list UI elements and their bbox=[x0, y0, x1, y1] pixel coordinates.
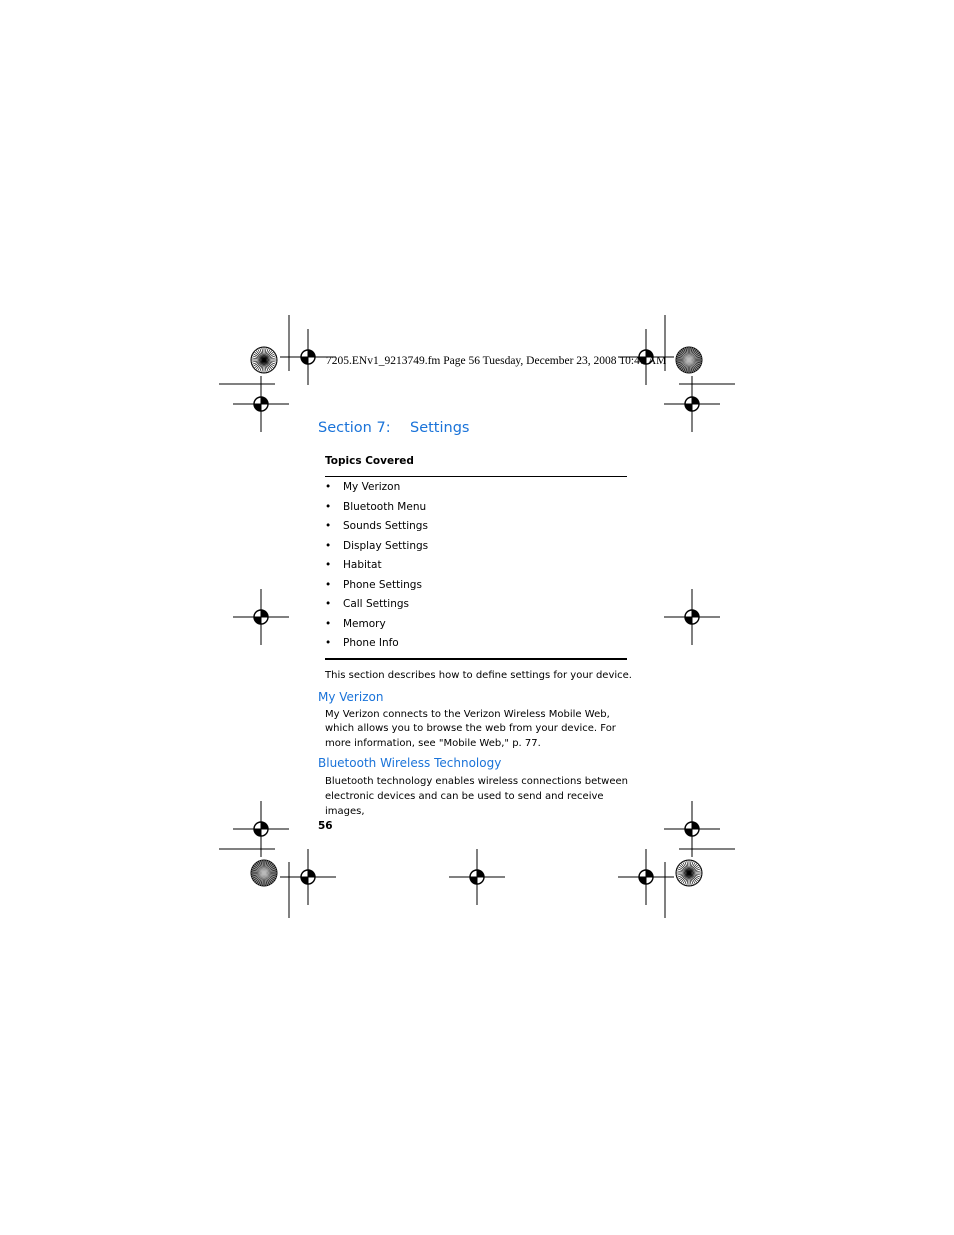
starburst-mark-icon bbox=[676, 347, 702, 373]
bullet-icon: • bbox=[325, 520, 332, 532]
file-header-slug: 7205.ENv1_9213749.fm Page 56 Tuesday, December 23, 2008 10:47 AM bbox=[326, 355, 667, 367]
list-item: • My Verizon bbox=[325, 478, 428, 498]
my-verizon-heading: My Verizon bbox=[318, 690, 384, 704]
registration-target-icon bbox=[233, 589, 289, 645]
starburst-mark-icon bbox=[251, 347, 277, 373]
bluetooth-paragraph: Bluetooth technology enables wireless connections between electronic devices and can be used to send and receive images, bbox=[325, 776, 628, 817]
bullet-icon: • bbox=[325, 559, 332, 571]
registration-target-icon bbox=[280, 849, 336, 905]
registration-target-icon bbox=[618, 849, 674, 905]
list-item: • Bluetooth Menu bbox=[325, 498, 428, 518]
starburst-mark-icon bbox=[676, 860, 702, 886]
list-item: • Display Settings bbox=[325, 537, 428, 557]
bullet-icon: • bbox=[325, 637, 332, 649]
list-item: • Memory bbox=[325, 615, 428, 635]
bullet-icon: • bbox=[325, 598, 332, 610]
registration-target-icon bbox=[449, 849, 505, 905]
registration-target-icon bbox=[664, 589, 720, 645]
section-title: Settings bbox=[410, 420, 470, 436]
topics-top-rule bbox=[325, 476, 627, 477]
bullet-icon: • bbox=[325, 578, 332, 591]
topics-bottom-rule bbox=[325, 658, 627, 660]
my-verizon-paragraph: My Verizon connects to the Verizon Wireless Mobile Web, which allows you to browse the web from your device. For more information, see "Mobile Web," p. 77. bbox=[325, 709, 616, 749]
topics-covered-label: Topics Covered bbox=[325, 455, 414, 467]
starburst-mark-icon bbox=[251, 860, 277, 886]
list-item: • Phone Info bbox=[325, 634, 428, 654]
topics-list bbox=[325, 478, 428, 654]
list-item: • Call Settings bbox=[325, 595, 428, 615]
section-heading bbox=[318, 420, 469, 436]
bluetooth-heading: Bluetooth Wireless Technology bbox=[318, 756, 502, 770]
page-number: 56 bbox=[318, 820, 333, 832]
bullet-icon: • bbox=[325, 617, 332, 630]
bullet-icon: • bbox=[325, 481, 332, 493]
bullet-icon: • bbox=[325, 539, 332, 552]
section-number: Section 7: bbox=[318, 420, 391, 436]
list-item: • Habitat bbox=[325, 556, 428, 576]
list-item: • Sounds Settings bbox=[325, 517, 428, 537]
bullet-icon: • bbox=[325, 500, 332, 513]
list-item: • Phone Settings bbox=[325, 576, 428, 596]
intro-paragraph: This section describes how to define settings for your device. bbox=[325, 670, 632, 681]
